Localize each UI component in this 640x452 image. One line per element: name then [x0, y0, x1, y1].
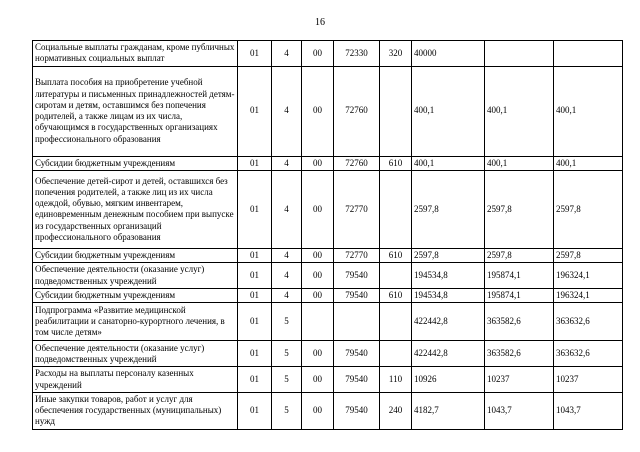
program-code-cell: 00: [302, 341, 334, 367]
amount-year3-cell: 363632,6: [554, 303, 623, 341]
row-name-cell: Обеспечение деятельности (оказание услуг) подведомственных учреждений: [33, 263, 238, 289]
row-name-cell: Обеспечение детей-сирот и детей, оставшихся без попечения родителей, а также лиц из их числа одеждой, обувью, мягким инвентарем, единовременным денежным пособием при выпуске из государственных организаций профессионального образования: [33, 170, 238, 248]
program-code-cell: 00: [302, 248, 334, 262]
amount-year1-cell: 422442,8: [412, 303, 485, 341]
amount-year3-cell: 196324,1: [554, 263, 623, 289]
section-code-cell: 01: [238, 367, 272, 393]
section-code-cell: 01: [238, 341, 272, 367]
section-code-cell: 01: [238, 66, 272, 156]
table-row: [33, 367, 623, 393]
program-code-cell: 00: [302, 392, 334, 429]
table-row: [33, 289, 623, 303]
target-code-cell: 72760: [334, 66, 380, 156]
program-code-cell: [302, 303, 334, 341]
expense-type-cell: 610: [380, 289, 412, 303]
amount-year3-cell: 1043,7: [554, 392, 623, 429]
amount-year3-cell: 400,1: [554, 66, 623, 156]
row-name-cell: Выплата пособия на приобретение учебной литературы и письменных принадлежностей детям-сиротам и детям, оставшимся без попечения родителей, а также лицам из их числа, обучающимся в государственных организациях профессионального образования: [33, 66, 238, 156]
subsection-code-cell: 5: [272, 367, 302, 393]
expense-type-cell: 610: [380, 156, 412, 170]
row-name-cell: Подпрограмма «Развитие медицинской реабилитации и санаторно-курортного лечения, в том числе детям»: [33, 303, 238, 341]
subsection-code-cell: 4: [272, 289, 302, 303]
amount-year1-cell: 422442,8: [412, 341, 485, 367]
program-code-cell: 00: [302, 263, 334, 289]
expense-type-cell: [380, 341, 412, 367]
program-code-cell: 00: [302, 156, 334, 170]
section-code-cell: 01: [238, 248, 272, 262]
subsection-code-cell: 5: [272, 303, 302, 341]
target-code-cell: 79540: [334, 367, 380, 393]
row-name-cell: Субсидии бюджетным учреждениям: [33, 248, 238, 262]
amount-year1-cell: 400,1: [412, 66, 485, 156]
amount-year2-cell: 10237: [485, 367, 554, 393]
program-code-cell: 00: [302, 367, 334, 393]
amount-year2-cell: 195874,1: [485, 263, 554, 289]
section-code-cell: 01: [238, 263, 272, 289]
amount-year1-cell: 4182,7: [412, 392, 485, 429]
subsection-code-cell: 4: [272, 41, 302, 67]
page-number: 16: [315, 17, 325, 28]
amount-year2-cell: [485, 41, 554, 67]
subsection-code-cell: 5: [272, 341, 302, 367]
amount-year1-cell: 194534,8: [412, 263, 485, 289]
subsection-code-cell: 4: [272, 170, 302, 248]
expense-type-cell: [380, 303, 412, 341]
program-code-cell: 00: [302, 170, 334, 248]
target-code-cell: 79540: [334, 289, 380, 303]
table-row: [33, 248, 623, 262]
row-name-cell: Иные закупки товаров, работ и услуг для обеспечения государственных (муниципальных) нужд: [33, 392, 238, 429]
row-name-cell: Субсидии бюджетным учреждениям: [33, 156, 238, 170]
row-name-cell: Расходы на выплаты персоналу казенных учреждений: [33, 367, 238, 393]
amount-year1-cell: 2597,8: [412, 248, 485, 262]
subsection-code-cell: 4: [272, 66, 302, 156]
amount-year1-cell: 194534,8: [412, 289, 485, 303]
table-row: [33, 66, 623, 156]
subsection-code-cell: 4: [272, 248, 302, 262]
program-code-cell: 00: [302, 66, 334, 156]
amount-year3-cell: 196324,1: [554, 289, 623, 303]
amount-year2-cell: 400,1: [485, 66, 554, 156]
amount-year2-cell: 1043,7: [485, 392, 554, 429]
section-code-cell: 01: [238, 303, 272, 341]
section-code-cell: 01: [238, 41, 272, 67]
program-code-cell: 00: [302, 289, 334, 303]
amount-year2-cell: 363582,6: [485, 341, 554, 367]
amount-year3-cell: 400,1: [554, 156, 623, 170]
amount-year3-cell: 2597,8: [554, 170, 623, 248]
budget-table-body: [33, 41, 623, 430]
budget-table: [32, 40, 623, 430]
section-code-cell: 01: [238, 156, 272, 170]
table-row: [33, 263, 623, 289]
expense-type-cell: 610: [380, 248, 412, 262]
subsection-code-cell: 4: [272, 263, 302, 289]
table-row: [33, 392, 623, 429]
amount-year3-cell: 2597,8: [554, 248, 623, 262]
expense-type-cell: 320: [380, 41, 412, 67]
section-code-cell: 01: [238, 170, 272, 248]
amount-year2-cell: 2597,8: [485, 248, 554, 262]
amount-year1-cell: 40000: [412, 41, 485, 67]
expense-type-cell: [380, 263, 412, 289]
amount-year2-cell: 195874,1: [485, 289, 554, 303]
amount-year1-cell: 10926: [412, 367, 485, 393]
amount-year1-cell: 400,1: [412, 156, 485, 170]
target-code-cell: 72760: [334, 156, 380, 170]
target-code-cell: [334, 303, 380, 341]
target-code-cell: 72330: [334, 41, 380, 67]
table-row: [33, 303, 623, 341]
amount-year3-cell: 10237: [554, 367, 623, 393]
amount-year1-cell: 2597,8: [412, 170, 485, 248]
amount-year2-cell: 2597,8: [485, 170, 554, 248]
table-row: [33, 170, 623, 248]
table-row: [33, 341, 623, 367]
table-row: [33, 41, 623, 67]
target-code-cell: 72770: [334, 170, 380, 248]
expense-type-cell: [380, 66, 412, 156]
program-code-cell: 00: [302, 41, 334, 67]
subsection-code-cell: 4: [272, 156, 302, 170]
table-row: [33, 156, 623, 170]
section-code-cell: 01: [238, 289, 272, 303]
expense-type-cell: 110: [380, 367, 412, 393]
row-name-cell: Обеспечение деятельности (оказание услуг) подведомственных учреждений: [33, 341, 238, 367]
subsection-code-cell: 5: [272, 392, 302, 429]
target-code-cell: 79540: [334, 263, 380, 289]
amount-year3-cell: [554, 41, 623, 67]
expense-type-cell: [380, 170, 412, 248]
target-code-cell: 79540: [334, 341, 380, 367]
amount-year2-cell: 363582,6: [485, 303, 554, 341]
expense-type-cell: 240: [380, 392, 412, 429]
target-code-cell: 79540: [334, 392, 380, 429]
row-name-cell: Социальные выплаты гражданам, кроме публичных нормативных социальных выплат: [33, 41, 238, 67]
row-name-cell: Субсидии бюджетным учреждениям: [33, 289, 238, 303]
amount-year2-cell: 400,1: [485, 156, 554, 170]
amount-year3-cell: 363632,6: [554, 341, 623, 367]
target-code-cell: 72770: [334, 248, 380, 262]
section-code-cell: 01: [238, 392, 272, 429]
